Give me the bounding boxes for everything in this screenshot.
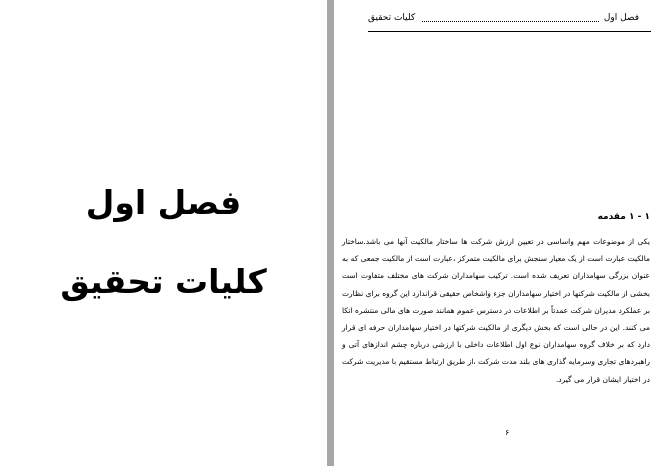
page-gutter	[327, 0, 334, 466]
header-dot-leader	[422, 21, 599, 22]
left-page	[0, 0, 327, 466]
body-paragraph: یکی از موضوعات مهم واساسی در تعیین ارزش شرکت ها ساختار مالکیت آنها می باشد.ساختار مالکیت عبارت است از یک معیار سنجش برای مالکیت متمرکز ،عبارت است از مالکیت جمعی که به عنوان بزرگی سهامداران تعریف شده است. ترکیب سهامداران شرکت های مختلف متفاوت است بخشی از مالکیت شرکتها در اختیار سهامداران جزء واشخاص حقیقی قراندارد این گروه برای نظارت بر عملکرد مدیران شرکت عمدتاً بر اطلاعات در دسترس عموم همانند صورت های مالی منتشره اتکا می کنند. این در حالی است که بخش دیگری از مالکیت شرکتها در اختیار سهامداران حرفه ای قرار دارد که بر خلاف گروه سهامداران نوع اول اطلاعات داخلی با ارزشی درباره چشم اندازهای آتی و راهبردهای تجاری وسرمایه گذاری های بلند مدت شرکت ،از طریق ارتباط مستقیم با مدیریت شرکت در اختیار ایشان قرار می گیرد.	[342, 237, 650, 384]
page-number: ۶	[505, 428, 510, 437]
chapter-name-title: کلیات تحقیق	[60, 262, 267, 301]
running-header	[368, 13, 639, 27]
header-chapter: فصل اول	[603, 13, 639, 23]
header-title: کلیات تحقیق	[368, 13, 416, 23]
header-rule	[368, 31, 651, 32]
chapter-number-title: فصل اول	[85, 183, 242, 222]
section-heading: ۱ - ۱ مقدمه	[597, 212, 650, 222]
